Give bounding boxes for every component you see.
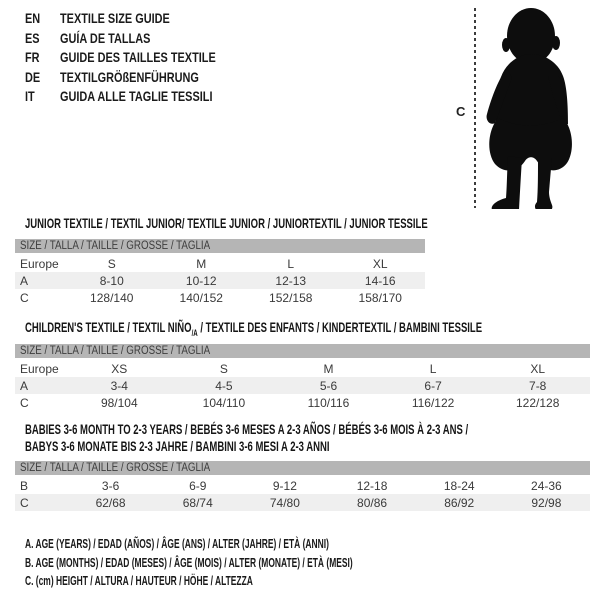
value-cell: 5-6 <box>276 377 381 394</box>
value-cell: XS <box>111 361 128 376</box>
value-cell: M <box>323 361 334 376</box>
value-cell: 12-13 <box>246 272 336 289</box>
language-code: IT <box>25 88 35 104</box>
value-cell: 80/86 <box>328 494 415 511</box>
value-cell: 6-7 <box>381 377 486 394</box>
table-row <box>15 494 590 511</box>
value-cell: L <box>429 361 437 376</box>
value-cell: 14-16 <box>336 272 426 289</box>
language-code: EN <box>25 10 41 26</box>
row-label-cell: C <box>20 290 29 305</box>
row-label-cell: A <box>15 272 67 289</box>
value-cell: 8-10 <box>67 272 157 289</box>
table-row <box>15 359 590 377</box>
children-section-heading <box>25 319 600 341</box>
table-row <box>15 377 590 394</box>
value-cell: 4-5 <box>172 377 277 394</box>
value-cell: XL <box>372 256 388 271</box>
value-cell: S <box>219 361 228 376</box>
footnote-line: A. AGE (YEARS) / EDAD (AÑOS) / ÂGE (ANS) / ALTER (JAHRE) / ETÀ (ANNI) <box>25 536 329 551</box>
table-row <box>15 476 590 494</box>
value-cell: 10-12 <box>157 272 247 289</box>
value-cell: 74/80 <box>241 494 328 511</box>
value-cell: 98/104 <box>100 395 138 410</box>
value-cell: M <box>196 256 207 271</box>
table-row <box>15 272 425 289</box>
size-header-text: SIZE / TALLA / TAILLE / GRÖSSE / TAGLIA <box>20 462 211 474</box>
row-label-cell: A <box>15 377 67 394</box>
language-row <box>25 29 260 49</box>
value-cell: 24-36 <box>531 478 562 493</box>
language-code: DE <box>25 68 41 85</box>
value-cell: 12-18 <box>356 478 388 493</box>
footnote-line: B. AGE (MONTHS) / EDAD (MESES) / ÂGE (MOIS) / ALTER (MONATE) / ETÀ (MESI) <box>25 554 353 570</box>
value-cell: 3-4 <box>67 377 172 394</box>
value-cell: 92/98 <box>503 494 590 511</box>
language-title: TEXTILGRÖßENFÜHRUNG <box>60 68 199 85</box>
language-title: GUIDA ALLE TAGLIE TESSILI <box>60 88 213 104</box>
language-title: GUIDE DES TAILLES TEXTILE <box>60 49 216 65</box>
height-dashed-line <box>474 8 476 208</box>
babies-size-table <box>15 461 590 511</box>
row-label-cell: Europe <box>20 256 59 271</box>
size-header-bar <box>15 461 590 476</box>
value-cell: 128/140 <box>90 290 134 305</box>
value-cell: 6-9 <box>189 478 207 493</box>
babies-section-heading <box>25 421 600 454</box>
value-cell: 62/68 <box>67 494 154 511</box>
value-cell: XL <box>530 361 546 376</box>
value-cell: 68/74 <box>154 494 241 511</box>
table-row <box>15 394 590 411</box>
language-title: GUÍA DE TALLAS <box>60 29 151 46</box>
section-heading-text: BABYS 3-6 MONATE BIS 2-3 JAHRE / BAMBINI 3-6 MESI A 2-3 ANNI <box>25 437 330 454</box>
language-row <box>25 68 260 88</box>
value-cell: 152/158 <box>269 290 313 305</box>
value-cell: 158/170 <box>358 290 402 305</box>
value-cell: 3-6 <box>101 478 120 493</box>
footnote-legend <box>25 535 529 591</box>
language-row <box>25 9 260 29</box>
section-heading-text: JUNIOR TEXTILE / TEXTIL JUNIOR/ TEXTILE JUNIOR / JUNIORTEXTIL / JUNIOR TESSILE <box>25 215 428 231</box>
language-title-list <box>25 9 260 107</box>
value-cell: 110/116 <box>307 395 350 410</box>
row-label-cell: Europe <box>20 361 59 376</box>
section-heading-text: BABIES 3-6 MONTH TO 2-3 YEARS / BEBÉS 3-6 MESES A 2-3 AÑOS / BÉBÉS 3-6 MOIS À 2-3 ANS / <box>25 421 469 437</box>
value-cell: 9-12 <box>272 478 297 493</box>
language-row <box>25 87 260 107</box>
value-cell: 18-24 <box>443 478 475 493</box>
row-label-cell: B <box>20 478 29 493</box>
language-row <box>25 48 260 68</box>
value-cell: 104/110 <box>202 395 246 410</box>
children-size-table <box>15 344 590 411</box>
language-title: TEXTILE SIZE GUIDE <box>60 10 170 26</box>
value-cell: 116/122 <box>411 395 455 410</box>
value-cell: 140/152 <box>179 290 223 305</box>
value-cell: 86/92 <box>416 494 503 511</box>
value-cell: S <box>107 256 116 271</box>
table-row <box>15 289 425 306</box>
junior-section-heading <box>25 215 600 232</box>
size-header-bar <box>15 239 425 254</box>
size-header-bar <box>15 344 590 359</box>
row-label-cell: C <box>20 395 29 410</box>
language-code: FR <box>25 49 40 65</box>
section-heading-text: CHILDREN'S TEXTILE / TEXTIL $NIÑO_{/A}$ / TEXTILE DES ENFANTS / KINDERTEXTIL / BAMBINI TESSILE <box>25 319 483 338</box>
value-cell: 122/128 <box>515 395 560 410</box>
size-header-text: SIZE / TALLA / TAILLE / GRÖSSE / TAGLIA <box>20 240 211 252</box>
row-label-cell: C <box>15 494 67 511</box>
height-c-label: C <box>456 104 466 119</box>
value-cell: L <box>287 256 295 271</box>
baby-silhouette-icon <box>482 6 578 209</box>
language-code: ES <box>25 29 40 46</box>
table-row <box>15 254 425 272</box>
value-cell: 7-8 <box>485 377 590 394</box>
size-header-text: SIZE / TALLA / TAILLE / GRÖSSE / TAGLIA <box>20 345 211 357</box>
footnote-line: C. (cm) HEIGHT / ALTURA / HAUTEUR / HÖHE / ALTEZZA <box>25 573 253 588</box>
junior-size-table <box>15 239 425 306</box>
